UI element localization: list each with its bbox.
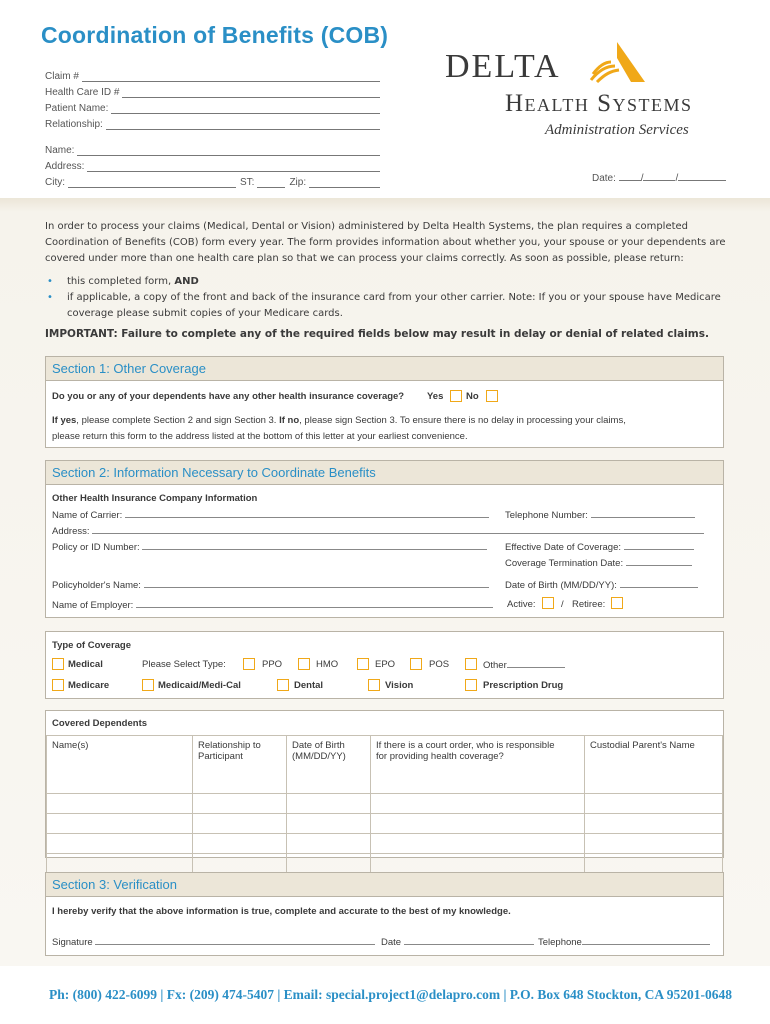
- patient-label: Patient Name:: [45, 103, 109, 114]
- policyholder-label: Policyholder's Name:: [52, 580, 141, 591]
- telephone-field[interactable]: [591, 509, 695, 518]
- carrier-address-field[interactable]: [92, 525, 704, 534]
- dob-field[interactable]: [620, 579, 698, 588]
- policyholder-field[interactable]: [144, 579, 489, 588]
- medical-checkbox[interactable]: [52, 658, 64, 670]
- carrier-label: Name of Carrier:: [52, 510, 123, 521]
- section3-title: Section 3: Verification: [46, 873, 723, 897]
- ppo-label: PPO: [262, 659, 283, 670]
- page-title: Coordination of Benefits (COB): [41, 22, 389, 48]
- epo-label: EPO: [375, 659, 396, 670]
- dental-label: Dental: [294, 680, 324, 691]
- list-item: • if applicable, a copy of the front and back of the insurance card from your other carrier. Note: If you or your spouse have Medicare coverage please submit copies of your Medicare cards.: [45, 290, 730, 322]
- dep-cell[interactable]: [47, 834, 193, 854]
- list-item: [45, 274, 730, 290]
- address-label: Address:: [52, 526, 90, 537]
- active-checkbox[interactable]: [542, 597, 554, 609]
- logo-mark-icon: [587, 40, 647, 84]
- form-header: [0, 0, 770, 198]
- vision-checkbox[interactable]: [368, 679, 380, 691]
- zip-field[interactable]: [309, 178, 380, 188]
- dep-cell[interactable]: [287, 834, 371, 854]
- medicaid-checkbox[interactable]: [142, 679, 154, 691]
- no-label: No: [466, 391, 479, 402]
- medicare-checkbox[interactable]: [52, 679, 64, 691]
- sig-telephone-label: Telephone: [538, 937, 582, 948]
- pos-label: POS: [429, 659, 450, 670]
- effective-field[interactable]: [624, 541, 694, 550]
- name-label: Name:: [45, 145, 75, 156]
- dep-cell[interactable]: [193, 834, 287, 854]
- date-label: Date:: [592, 173, 616, 184]
- dependents-box: [45, 710, 724, 858]
- name-field[interactable]: [77, 146, 380, 156]
- dep-cell[interactable]: [585, 834, 723, 854]
- dep-cell[interactable]: [585, 814, 723, 834]
- logo-admin-text: Administration Services: [545, 122, 689, 138]
- col-court-order-header: If there is a court order, who is responsible for providing health coverage?: [371, 736, 585, 794]
- logo-health-systems-text: Health Systems: [505, 90, 693, 117]
- dep-cell[interactable]: [193, 814, 287, 834]
- coverage-title: Type of Coverage: [52, 640, 132, 651]
- pos-checkbox[interactable]: [410, 658, 422, 670]
- effective-label: Effective Date of Coverage:: [505, 542, 621, 553]
- contact-info: Ph: (800) 422-6099 | Fx: (209) 474-5407 | Email: special.project1@delapro.com | P.O. Box 648 Stockton, CA 95201-0648: [49, 987, 733, 1002]
- dob-label: Date of Birth (MM/DD/YY):: [505, 580, 617, 591]
- dep-cell[interactable]: [47, 794, 193, 814]
- active-label: Active:: [507, 599, 536, 610]
- zip-label: Zip:: [289, 177, 307, 188]
- logo-delta-text: DELTA: [445, 48, 561, 85]
- col-custodial-header: Custodial Parent's Name: [585, 736, 723, 794]
- dep-cell[interactable]: [585, 794, 723, 814]
- hcid-field[interactable]: [122, 88, 380, 98]
- relationship-label: Relationship:: [45, 119, 103, 130]
- yes-label: Yes: [427, 391, 444, 402]
- dep-cell[interactable]: [287, 794, 371, 814]
- if-no-label: If no: [279, 415, 300, 426]
- signature-field[interactable]: [95, 936, 375, 945]
- ppo-checkbox[interactable]: [243, 658, 255, 670]
- claim-label: Claim #: [45, 71, 79, 82]
- hcid-label: Health Care ID #: [45, 87, 120, 98]
- if-yes-label: If yes: [52, 415, 77, 426]
- table-row: [47, 814, 723, 834]
- active-retiree-slash: /: [561, 599, 564, 610]
- other-label: Other: [483, 660, 507, 671]
- vision-label: Vision: [385, 680, 414, 691]
- section3-box: [45, 872, 724, 956]
- footer: [0, 966, 770, 1024]
- dependents-title: Covered Dependents: [52, 718, 148, 729]
- claim-field[interactable]: [82, 72, 380, 82]
- date-month-field[interactable]: [619, 172, 641, 181]
- employer-label: Name of Employer:: [52, 600, 134, 611]
- date-field-group: Date: / /: [592, 172, 726, 184]
- st-label: ST:: [240, 177, 255, 188]
- table-row: [47, 834, 723, 854]
- retiree-label: Retiree:: [572, 599, 606, 610]
- bullet1-bold: AND: [174, 276, 199, 287]
- retiree-checkbox[interactable]: [611, 597, 623, 609]
- claimant-fields: [45, 66, 380, 188]
- section2-box: [45, 460, 724, 618]
- dep-cell[interactable]: [371, 814, 585, 834]
- relationship-field[interactable]: [106, 120, 380, 130]
- signature-label: Signature: [52, 937, 93, 948]
- dep-cell[interactable]: [287, 814, 371, 834]
- other-insurance-subhead: Other Health Insurance Company Information: [52, 493, 258, 504]
- telephone-label: Telephone Number:: [505, 510, 588, 521]
- section1-box: [45, 356, 724, 448]
- rx-checkbox[interactable]: [465, 679, 477, 691]
- patient-field[interactable]: [111, 104, 380, 114]
- dep-cell[interactable]: [371, 794, 585, 814]
- sig-telephone-field[interactable]: [582, 936, 710, 945]
- section1-title: Section 1: Other Coverage: [46, 357, 723, 381]
- city-field[interactable]: [68, 178, 236, 188]
- st-field[interactable]: [257, 178, 285, 188]
- rx-label: Prescription Drug: [483, 680, 564, 691]
- please-select-label: Please Select Type:: [142, 659, 226, 670]
- dependents-table: [46, 735, 723, 878]
- sig-date-field[interactable]: [404, 936, 534, 945]
- city-label: City:: [45, 177, 65, 188]
- address-label: Address:: [45, 161, 85, 172]
- if-no-text: , please sign Section 3. To ensure there is no delay in processing your claims,: [299, 415, 626, 426]
- intro-paragraph: In order to process your claims (Medical, Dental or Vision) administered by Delta Health Systems, the plan requires a completed Coordination of Benefits (COB) form every year. The form provides information about whether you, your spouse or your dependents are covered under more than one health care plan so that we can process your claims correctly. As soon as possible, please return:: [45, 221, 726, 264]
- delta-logo: [445, 40, 735, 145]
- epo-checkbox[interactable]: [357, 658, 369, 670]
- other-field[interactable]: [507, 659, 565, 668]
- bullet1-text: this completed form,: [67, 276, 175, 287]
- address-field[interactable]: [87, 162, 380, 172]
- if-yes-text: , please complete Section 2 and sign Section 3.: [76, 415, 280, 426]
- table-row: [47, 794, 723, 814]
- medical-label: Medical: [68, 659, 103, 670]
- termination-label: Coverage Termination Date:: [505, 558, 624, 569]
- employer-field[interactable]: [136, 599, 493, 608]
- table-row: [47, 736, 723, 794]
- medicaid-label: Medicaid/Medi-Cal: [158, 680, 241, 691]
- dep-cell[interactable]: [47, 814, 193, 834]
- dep-cell[interactable]: [193, 794, 287, 814]
- other-checkbox[interactable]: [465, 658, 477, 670]
- sig-date-label: Date: [381, 937, 402, 948]
- termination-field[interactable]: [626, 557, 692, 566]
- return-list: [45, 274, 730, 322]
- hmo-checkbox[interactable]: [298, 658, 310, 670]
- date-year-field[interactable]: [678, 172, 726, 181]
- section2-title: Section 2: Information Necessary to Coordinate Benefits: [46, 461, 723, 485]
- yes-checkbox[interactable]: [450, 390, 462, 402]
- verification-statement: I hereby verify that the above information is true, complete and accurate to the best of my knowledge.: [52, 906, 511, 917]
- no-checkbox[interactable]: [486, 390, 498, 402]
- medicare-label: Medicare: [68, 680, 110, 691]
- carrier-field[interactable]: [125, 509, 489, 518]
- section1-instruction: please return this form to the address listed at the bottom of this letter at your earliest convenience.: [52, 431, 468, 442]
- coverage-box: [45, 631, 724, 699]
- col-name-header: Name(s): [47, 736, 193, 794]
- col-dob-header: Date of Birth (MM/DD/YY): [287, 736, 371, 794]
- policy-field[interactable]: [142, 541, 487, 550]
- col-relationship-header: Relationship to Participant: [193, 736, 287, 794]
- date-day-field[interactable]: [643, 172, 675, 181]
- dental-checkbox[interactable]: [277, 679, 289, 691]
- policy-label: Policy or ID Number:: [52, 542, 140, 553]
- other-coverage-question: Do you or any of your dependents have any other health insurance coverage?: [52, 391, 405, 402]
- important-notice: IMPORTANT: Failure to complete any of the required fields below may result in delay or denial of related claims.: [45, 328, 709, 340]
- dep-cell[interactable]: [371, 834, 585, 854]
- hmo-label: HMO: [316, 659, 339, 670]
